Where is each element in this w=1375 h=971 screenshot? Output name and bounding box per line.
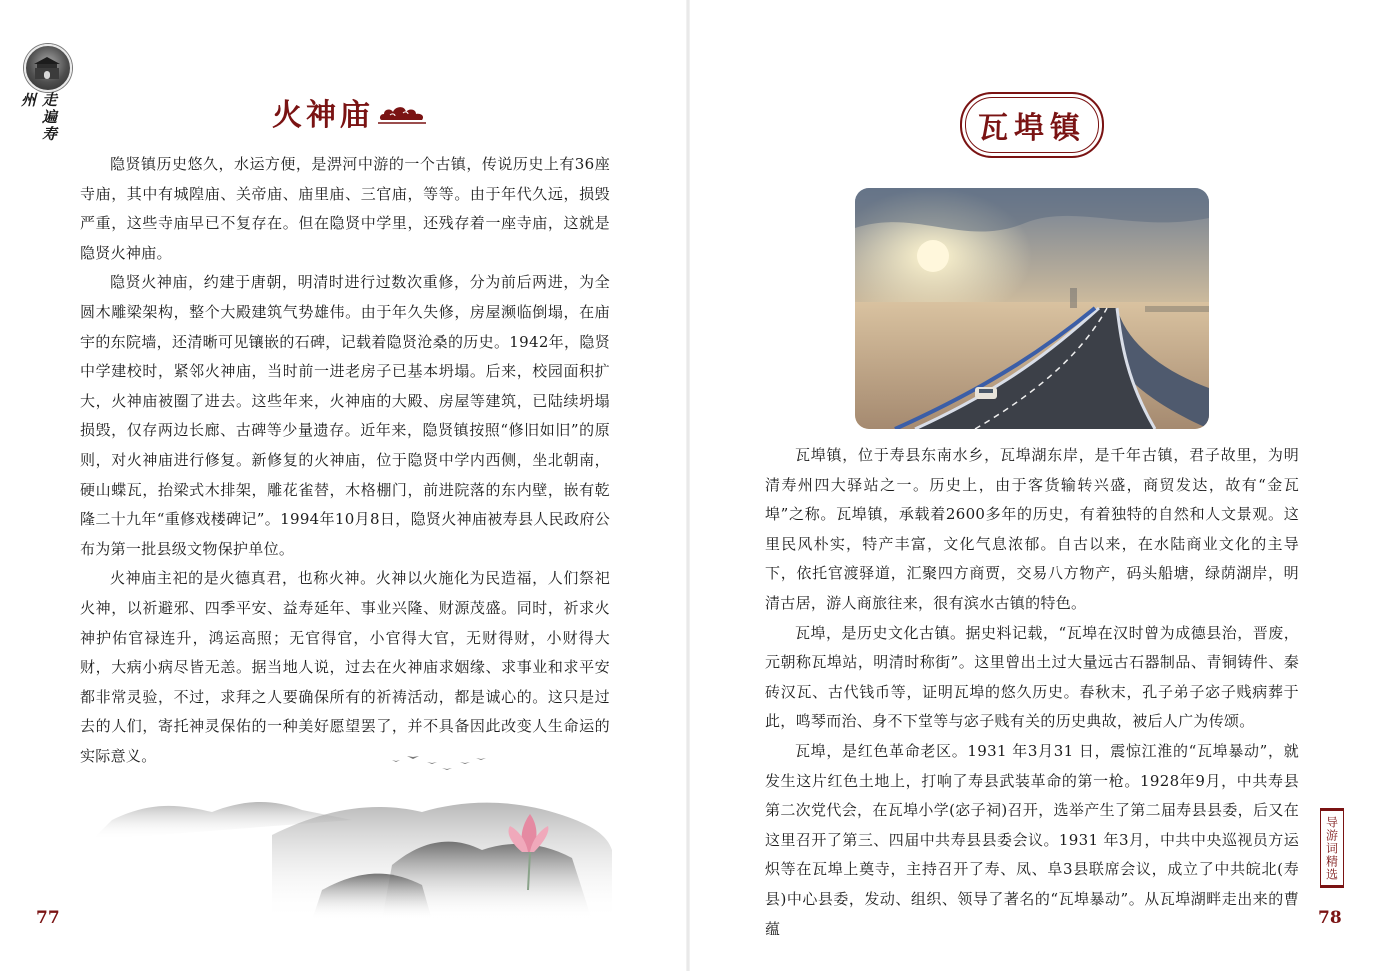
section-side-tab bbox=[1320, 808, 1344, 888]
corner-badge bbox=[19, 44, 68, 154]
page-title: 瓦埠镇 bbox=[978, 111, 1086, 146]
paragraph: 瓦埠，是历史文化古镇。据史料记载，“瓦埠在汉时曾为成德县治，晋废，元朝称瓦埠站，明清时称街”。这里曾出土过大量远古石器制品、青铜铸件、秦砖汉瓦、古代钱币等，证明瓦埠的悠久历史。春秋末，孔子弟子宓子贱病葬于此，鸣琴而治、身不下堂等与宓子贱有关的历史典故，被后人广为传颂。 bbox=[765, 623, 1299, 731]
page-number-right: 78 bbox=[1318, 908, 1342, 928]
section-title-right bbox=[960, 92, 1104, 158]
cloud-ornament-icon bbox=[378, 102, 430, 128]
ink-landscape-illustration bbox=[92, 740, 612, 920]
section-title-left bbox=[272, 88, 430, 136]
paragraph: 瓦埠，是红色革命老区。1931 年3月31 日，震惊江淮的“瓦埠暴动”，就发生这片红色土地上，打响了寿县武装革命的第一枪。1928年9月，中共寿县第二次党代会，在瓦埠小学(宓子祠)召开，选举产生了第二届寿县县委，后又在这里召开了第三、四届中共寿县县委会议。1931 年3月，中共中央巡视员方运炽等在瓦埠上奠寺，主持召开了寿、凤、阜3县联席会议，成立了中共皖北(寿县)中心县委，发动、组织、领导了著名的“瓦埠暴动”。从瓦埠湖畔走出来的曹蕴 bbox=[765, 741, 1299, 938]
paragraph: 隐贤火神庙，约建于唐朝，明清时进行过数次重修，分为前后两进，为全圆木雕梁架构，整个大殿建筑气势雄伟。由于年久失修，房屋濒临倒塌，在庙宇的东院墙，还清晰可见镶嵌的石碑，记载着隐贤沧桑的历史。1942年，隐贤中学建校时，紧邻火神庙，当时前一进老房子已基本坍塌。后来，校园面积扩大，火神庙被圈了进去。这些年来，火神庙的大殿、房屋等建筑，已陆续坍塌损毁，仅存两边长廊、古碑等少量遗存。近年来，隐贤镇按照“修旧如旧”的原则，对火神庙进行修复。新修复的火神庙，位于隐贤中学内西侧，坐北朝南，硬山蝶瓦，抬梁式木排架，雕花雀替，木格棚门，前进院落的东内壁，嵌有乾隆二十九年“重修戏楼碑记”。1994年10月8日，隐贤火神庙被寿县人民政府公布为第一批县级文物保护单位。 bbox=[80, 273, 610, 558]
side-tab-label: 导游词精选 bbox=[1324, 815, 1339, 881]
page-number-left: 77 bbox=[36, 908, 60, 928]
right-body-text bbox=[765, 441, 1299, 944]
page-title: 火神庙 bbox=[272, 98, 374, 133]
bridge-landscape-photo bbox=[855, 188, 1209, 429]
left-body-text bbox=[80, 150, 610, 771]
corner-gate-image bbox=[24, 44, 72, 92]
paragraph: 火神庙主祀的是火德真君，也称火神。火神以火施化为民造福，人们祭祀火神，以祈避邪、四季平安、益寿延年、事业兴隆、财源茂盛。同时，祈求火神护佑官禄连升，鸿运高照；无官得官，小官得大官，无财得财，小财得大财，大病小病尽皆无恙。据当地人说，过去在火神庙求姻缘、求事业和求平安都非常灵验，不过，求拜之人要确保所有的祈祷活动，都是诚心的。这只是过去的人们，寄托神灵保佑的一种美好愿望罢了，并不具备因此改变人生命运的实际意义。 bbox=[80, 569, 610, 765]
right-page bbox=[688, 0, 1375, 971]
paragraph: 瓦埠镇，位于寿县东南水乡，瓦埠湖东岸，是千年古镇，君子故里，为明清寿州四大驿站之一。历史上，由于客货输转兴盛，商贸发达，故有“金瓦埠”之称。瓦埠镇，承载着2600多年的历史，有着独特的自然和人文景观。这里民风朴实，特产丰富，文化气息浓郁。自古以来，在水陆商业文化的主导下，依托官渡驿道，汇聚四方商贾，交易八方物产，码头船塘，绿荫湖岸，明清古居，游人商旅往来，很有滨水古镇的特色。 bbox=[765, 446, 1299, 612]
corner-series-text: 走遍寿州 bbox=[19, 92, 58, 143]
paragraph: 隐贤镇历史悠久，水运方便，是淠河中游的一个古镇，传说历史上有36座寺庙，其中有城隍庙、关帝庙、庙里庙、三官庙，等等。由于年代久远，损毁严重，这些寺庙早已不复存在。但在隐贤中学里，还残存着一座寺庙，这就是隐贤火神庙。 bbox=[80, 155, 610, 262]
